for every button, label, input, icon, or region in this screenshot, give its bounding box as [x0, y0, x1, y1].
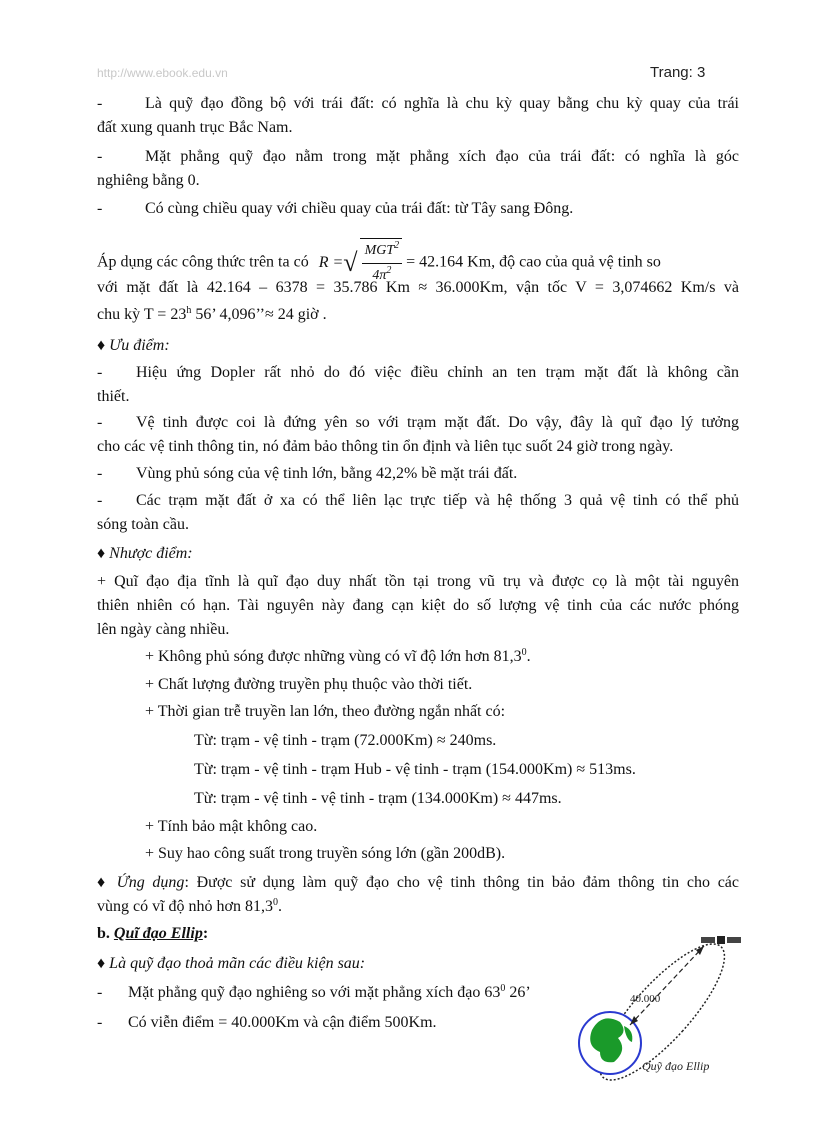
formula-r: R = [318, 253, 344, 271]
header-url: http://www.ebook.edu.vn [97, 66, 228, 80]
formula-result: = 42.164 Km [406, 253, 492, 271]
formula-line-3: chu kỳ $T = 23^h$ 56’ 4,096’’≈ 24 giờ . [97, 305, 327, 323]
formula-line-2: với mặt đất là 42.164 – 6378 = 35.786 Km ≈ 36.000Km, vận tốc V = 3,074662 Km/s và [97, 279, 739, 296]
disadvantage-item: + Không phủ sóng được những vùng có vĩ độ lớn hơn 81,3$^0$. [145, 647, 531, 665]
bullet-text: Mặt phẳng quỹ đạo nằm trong mặt phẳng xích đạo của trái đất: có nghĩa là góc [145, 148, 739, 165]
bullet-text: đất xung quanh trục Bắc Nam. [97, 119, 293, 136]
diagram-caption: Quỹ đạo Ellip [642, 1059, 710, 1073]
formula-line: Áp dụng các công thức trên ta có R =√ $\frac{MGT^2}{4\pi^2}$ = 42.164 Km, độ cao của quả vệ tinh so [97, 238, 661, 288]
ellipse-section-title: b. Quĩ đạo Ellip: [97, 925, 209, 942]
distance-label: 40.000 [630, 993, 661, 1005]
bullet-text: Là quỹ đạo đồng bộ với trái đất: có nghĩa là chu kỳ quay bằng chu kỳ quay của trái [145, 95, 739, 112]
delay-item: Từ: trạm - vệ tinh - trạm Hub - vệ tinh - trạm (154.000Km) ≈ 513ms. [194, 761, 636, 778]
ellipse-orbit-diagram [570, 930, 750, 1090]
satellite-icon [701, 936, 741, 944]
delay-item: Từ: trạm - vệ tinh - trạm (72.000Km) ≈ 240ms. [194, 732, 497, 749]
bullet-text: Có cùng chiều quay với chiều quay của trái đất: từ Tây sang Đông. [145, 200, 574, 217]
bullet-text: nghiêng bằng 0. [97, 172, 200, 189]
ellipse-conditions-heading: ♦ Là quỹ đạo thoả mãn các điều kiện sau: [97, 955, 366, 972]
delay-item: Từ: trạm - vệ tinh - vệ tinh - trạm (134.000Km) ≈ 447ms. [194, 790, 562, 807]
disadvantage-item: + Thời gian trễ truyền lan lớn, theo đường ngắn nhất có: [145, 703, 506, 720]
disadvantage-item: + Tính bảo mật không cao. [145, 818, 318, 835]
application-line-1: ♦ Ứng dụng: Được sử dụng làm quỹ đạo cho vệ tinh thông tin bảo đảm thông tin cho các [97, 874, 739, 891]
disadvantages-heading: ♦ Nhược điểm: [97, 545, 193, 562]
page-number: Trang: 3 [650, 64, 706, 81]
distance-line [630, 946, 704, 1025]
disadvantage-para-line: lên ngày càng nhiều. [97, 621, 230, 638]
disadvantage-para-line: thiên nhiên có hạn. Tài nguyên này đang cạn kiệt do số lượng vệ tinh của các nước phóng [97, 597, 739, 614]
disadvantage-item: + Suy hao công suất trong truyền sóng lớn (gần 200dB). [145, 845, 506, 862]
application-line-2: vùng có vĩ độ nhỏ hơn 81,3$^0$. [97, 897, 283, 915]
advantages-heading: ♦ Ưu điểm: [97, 337, 170, 354]
formula-fraction: $\frac{MGT^2}{4\pi^2}$ [360, 238, 403, 288]
disadvantage-item: + Chất lượng đường truyền phụ thuộc vào thời tiết. [145, 676, 473, 693]
disadvantage-para-line: + Quĩ đạo địa tĩnh là quĩ đạo duy nhất tồn tại trong vũ trụ và được cọ là một tài nguyên [97, 573, 739, 590]
